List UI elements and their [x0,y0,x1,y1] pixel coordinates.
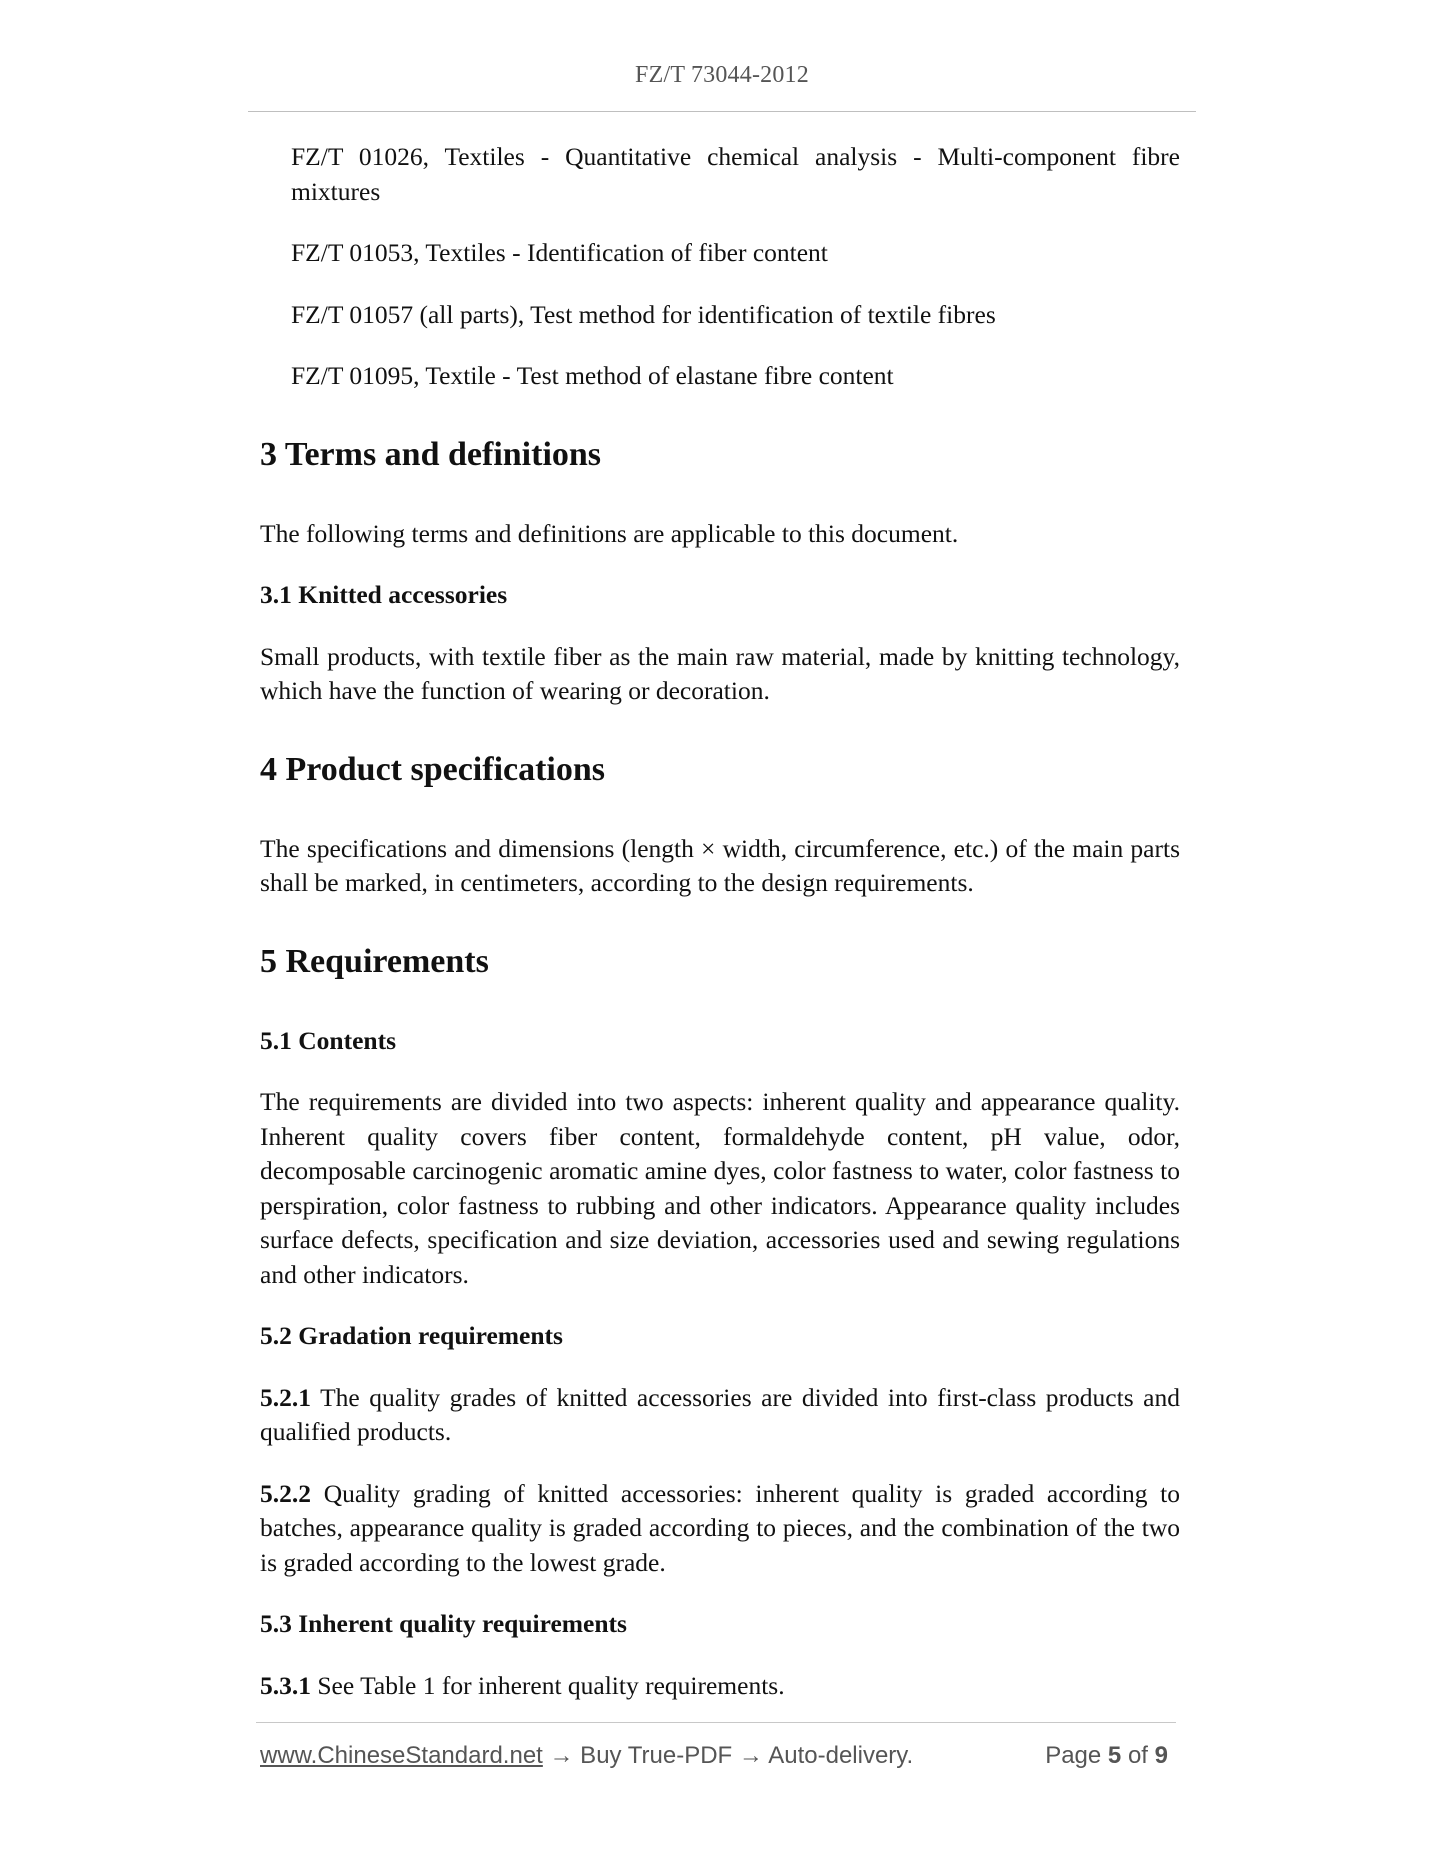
clause-number: 5.2.1 [260,1382,311,1412]
subheading-knitted-accessories: 3.1 Knitted accessories [260,580,508,609]
clause-number: 5.2.2 [260,1478,311,1508]
reference-item: FZ/T 01026, Textiles - Quantitative chemical analysis - Multi-component fibre mixtures [291,142,1180,206]
footer-divider [256,1722,1176,1723]
page-number [1045,1742,1168,1770]
reference-item: FZ/T 01053, Textiles - Identification of fiber content [291,238,828,267]
footer-promo-text: → Buy True-PDF → Auto-delivery. [542,1742,914,1769]
page-current: 5 [1107,1742,1122,1769]
section-heading-requirements: 5 Requirements [260,942,489,980]
subheading-inherent-quality-requirements: 5.3 Inherent quality requirements [260,1609,627,1638]
page-body [260,140,1180,1730]
section-heading-product-specifications: 4 Product specifications [260,750,606,788]
clause-5-3-1 [260,1669,1180,1704]
subheading-contents: 5.1 Contents [260,1025,397,1055]
chinesestandard-link[interactable]: www.ChineseStandard.net [260,1742,543,1769]
subheading-gradation-requirements: 5.2 Gradation requirements [260,1321,563,1350]
page-of-label: of [1127,1742,1148,1769]
reference-item: FZ/T 01057 (all parts), Test method for identification of textile fibres [291,299,996,329]
terms-intro: The following terms and definitions are applicable to this document. [260,518,959,548]
footer-promo [260,1742,913,1770]
page-label: Page [1045,1742,1102,1769]
clause-text: The quality grades of knitted accessories are divided into first-class products and qualified products. [260,1382,1180,1446]
contents-text: The requirements are divided into two aspects: inherent quality and appearance quality. Inherent quality covers fiber content, formaldehyde content, pH value, odor, decomposable carcinogenic aromatic amine dyes, color fastness to water, color fastness to perspiration, color fastness to rubbing and other indicators. Appearance quality includes surface defects, specification and size deviation, accessories used and sewing regulations and other indicators. [260,1087,1180,1289]
clause-text: Quality grading of knitted accessories: inherent quality is graded according to batches, appearance quality is graded according to pieces, and the combination of the two is graded according to the lowest grade. [260,1478,1180,1577]
clause-text: See Table 1 for inherent quality requirements. [311,1670,785,1700]
clause-5-2-2 [260,1477,1180,1581]
definition-knitted-accessories: Small products, with textile fiber as the main raw material, made by knitting technology, which have the function of wearing or decoration. [260,641,1180,705]
reference-item: FZ/T 01095, Textile - Test method of elastane fibre content [291,361,894,390]
header-divider [248,111,1196,112]
running-header: FZ/T 73044-2012 [635,62,809,88]
clause-number: 5.3.1 [260,1670,311,1700]
page-total: 9 [1154,1742,1168,1769]
section-heading-terms: 3 Terms and definitions [260,435,602,473]
clause-5-2-1 [260,1381,1180,1450]
product-specifications-text: The specifications and dimensions (length × width, circumference, etc.) of the main parts shall be marked, in centimeters, according to the design requirements. [260,833,1180,897]
